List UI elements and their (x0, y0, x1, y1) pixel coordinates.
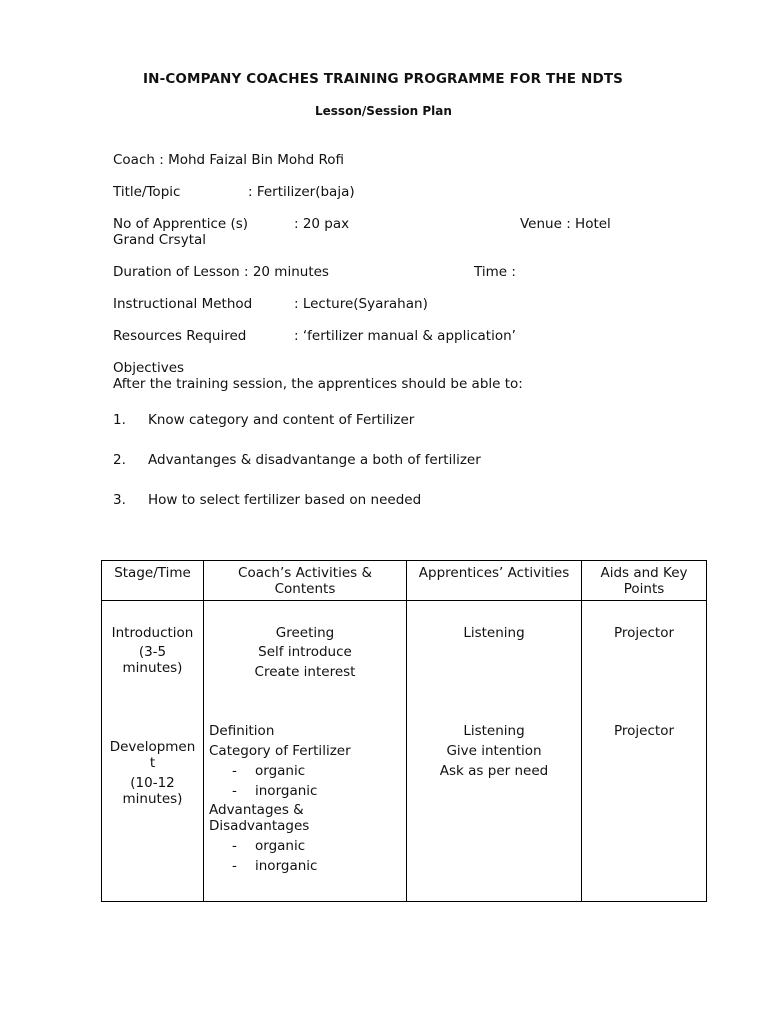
intro-coach-item: Greeting (275, 625, 335, 641)
objective-number: 3. (113, 492, 126, 508)
objective-text: Advantanges & disadvantange a both of fertilizer (148, 452, 481, 468)
dev-apprentice-item: Ask as per need (439, 763, 549, 779)
header-apprentice: Apprentices’ Activities (418, 565, 570, 581)
dev-coach-subitem: organic (255, 838, 306, 854)
method-value: : Lecture(Syarahan) (294, 296, 428, 312)
dev-apprentice-item: Give intention (446, 743, 542, 759)
intro-stage-line2: (3-5 (138, 644, 167, 660)
column-divider (203, 561, 204, 901)
duration-line: Duration of Lesson : 20 minutes (113, 264, 329, 280)
dev-dash: - (232, 858, 237, 874)
dev-coach-subitem: inorganic (255, 858, 318, 874)
dev-coach-item: Disadvantages (209, 818, 310, 834)
dev-dash: - (232, 783, 237, 799)
dev-apprentice-item: Listening (463, 723, 525, 739)
title-label: Title/Topic (113, 184, 181, 200)
objective-text: How to select fertilizer based on needed (148, 492, 422, 508)
dev-stage-line4: minutes) (122, 791, 183, 807)
dev-coach-item: Category of Fertilizer (209, 743, 351, 759)
method-label: Instructional Method (113, 296, 253, 312)
dev-coach-item: Advantages & (209, 802, 304, 818)
venue-label: Venue : Hotel (520, 216, 611, 232)
header-stage: Stage/Time (114, 565, 191, 581)
objectives-heading: Objectives (113, 360, 185, 376)
intro-aids-item: Projector (614, 625, 674, 641)
dev-stage-line1: Developmen (109, 739, 196, 755)
apprentice-label: No of Apprentice (s) (113, 216, 249, 232)
resources-label: Resources Required (113, 328, 247, 344)
time-label: Time : (474, 264, 516, 280)
dev-coach-subitem: inorganic (255, 783, 318, 799)
objectives-intro: After the training session, the apprentices should be able to: (113, 376, 523, 392)
resources-value: : ‘fertilizer manual & application’ (294, 328, 516, 344)
objective-number: 2. (113, 452, 126, 468)
apprentice-value: : 20 pax (294, 216, 350, 232)
intro-apprentice-item: Listening (463, 625, 525, 641)
objective-number: 1. (113, 412, 126, 428)
document-title: IN-COMPANY COACHES TRAINING PROGRAMME FOR THE NDTS (143, 71, 624, 87)
header-aids-line1: Aids and Key (600, 565, 688, 581)
intro-stage-line3: minutes) (122, 660, 183, 676)
dev-coach-item: Definition (209, 723, 275, 739)
dev-coach-subitem: organic (255, 763, 306, 779)
header-coach-line2: Contents (274, 581, 336, 597)
header-coach-line1: Coach’s Activities & (238, 565, 372, 581)
header-divider (102, 600, 706, 601)
objective-text: Know category and content of Fertilizer (148, 412, 415, 428)
intro-coach-item: Create interest (254, 664, 356, 680)
dev-dash: - (232, 838, 237, 854)
document-subtitle: Lesson/Session Plan (315, 104, 452, 118)
dev-stage-line3: (10-12 (130, 775, 175, 791)
intro-stage-line1: Introduction (111, 625, 194, 641)
dev-stage-line2: t (149, 755, 156, 771)
title-value: : Fertilizer(baja) (248, 184, 355, 200)
header-aids-line2: Points (623, 581, 665, 597)
dev-dash: - (232, 763, 237, 779)
lesson-plan-table (101, 560, 707, 902)
venue-continued: Grand Crsytal (113, 232, 207, 248)
intro-coach-item: Self introduce (258, 644, 352, 660)
coach-line: Coach : Mohd Faizal Bin Mohd Rofi (113, 152, 345, 168)
dev-aids-item: Projector (614, 723, 674, 739)
